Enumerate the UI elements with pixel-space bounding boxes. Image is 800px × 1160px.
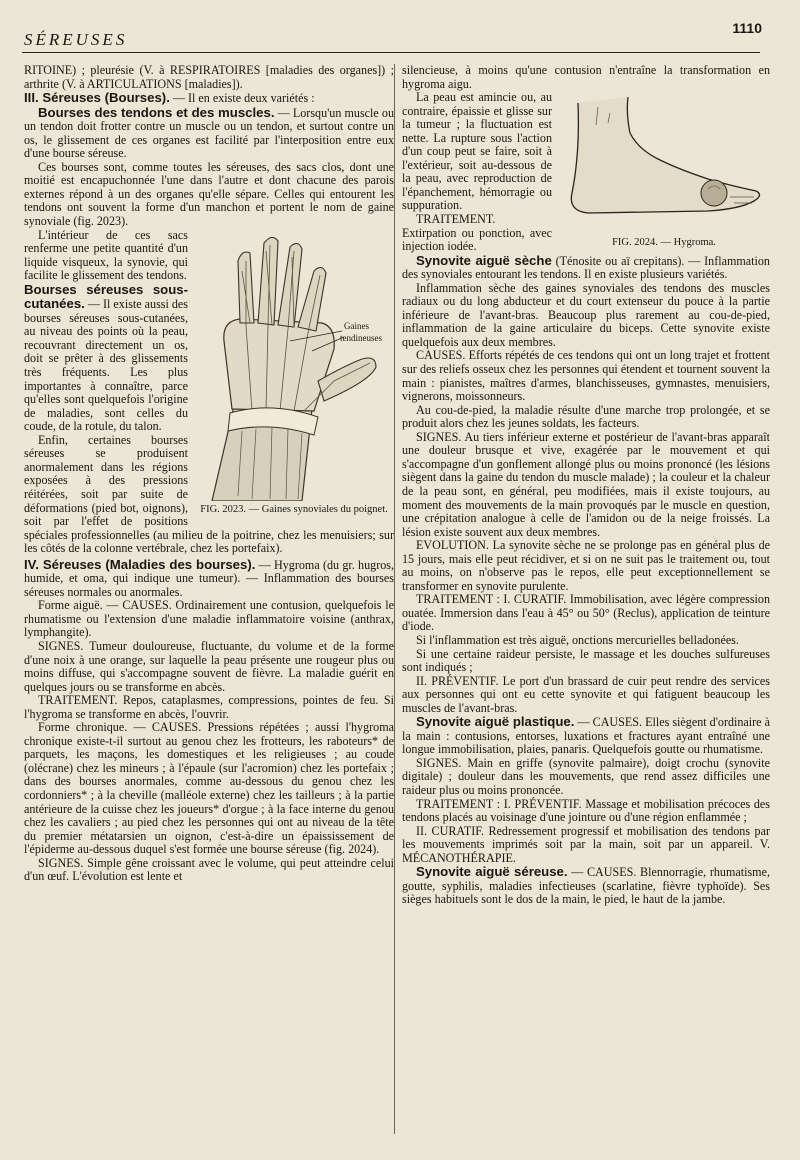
section-iv-title: IV. Séreuses (Maladies des bourses). bbox=[24, 556, 256, 572]
curatif-paragraph: II. CURATIF. Redressement progressif et mobilisation des tendons par les mouvements imprimés soit par la main, soit par un appareil. V. MÉCANOTHÉRAPIE. bbox=[402, 823, 770, 865]
inflammation-paragraph: Inflammation sèche des gaines synoviales des tendons des muscles radiaux ou du long abducteur et du court extenseur du pouce à la partie inférieure de l'avant-bras. Beaucoup plus rarement au cou-de-pied, inflammation de la gaine articulaire du biceps. Cette synovite existe quelquefois aux deux membres. bbox=[402, 280, 770, 349]
interieur-paragraph: L'intérieur de ces sacs renferme une petite quantité d'un liquide visqueux, la synovie, qui facilite le glissement des tendons. bbox=[24, 227, 188, 283]
forme-aigue-paragraph: Forme aiguë. — CAUSES. Ordinairement une contusion, quelquefois le rhumatisme ou l'extension d'une maladie inflammatoire voisine (anthrax, lymphangite). bbox=[24, 598, 394, 640]
synovite-seche-rest: (Ténosite ou aï crepitans). — Inflammation des synoviales entourant les tendons. Il en existe plusieurs variétés. bbox=[402, 253, 770, 282]
onctions-paragraph: Si l'inflammation est très aiguë, onctions mercurielles belladonées. bbox=[416, 632, 739, 647]
synovite-plastique-rest: — CAUSES. Elles siègent d'ordinaire à la main : contusions, entorses, luxations et fractures ayant entraîné une longue immobilisation, plaies, panaris. Quelquefois goutte ou rhumatisme. bbox=[402, 715, 770, 757]
synovite-seche-title: Synovite aiguë sèche bbox=[416, 252, 552, 268]
synovite-plastique-paragraph bbox=[402, 715, 770, 757]
silencieuse-paragraph: silencieuse, à moins qu'une contusion n'entraîne la transformation en hygroma aigu. bbox=[402, 63, 770, 91]
traitement-extirpation-paragraph: TRAITEMENT. Extirpation ou ponction, avec injection iodée. bbox=[402, 212, 552, 254]
figure-2024 bbox=[558, 93, 770, 249]
traitement-paragraph: TRAITEMENT. Repos, cataplasmes, compressions, pointes de feu. Si l'hygroma se transforme en abcès, l'ouvrir. bbox=[24, 693, 394, 721]
tendons-title: Bourses des tendons et des muscles. bbox=[38, 104, 275, 120]
synovite-plastique-title: Synovite aiguë plastique. bbox=[416, 714, 575, 730]
section-iii-title: III. Séreuses (Bourses). bbox=[24, 90, 170, 106]
section-iii-rest: — Il en existe deux variétés : bbox=[169, 91, 315, 106]
figure-2023-label-line2: tendineuses bbox=[340, 332, 382, 343]
synovite-sereuse-rest: — CAUSES. Blennorragie, rhumatisme, goutte, syphilis, maladies infectieuses (scarlatine, fièvre typhoïde). Ses sièges habituels sont le dos de la main, le pied, le haut de la jambe. bbox=[402, 865, 770, 907]
intro-paragraph: RITOINE) ; pleurésie (V. à RESPIRATOIRES [maladies des organes]) ; arthrite (V. à ARTICULATIONS [maladies]). bbox=[24, 63, 394, 91]
traitement-preventif-paragraph: TRAITEMENT : I. PRÉVENTIF. Massage et mobilisation précoces des tendons placés au voisinage d'une jointure ou d'une région enflammée ; bbox=[402, 796, 770, 825]
running-header: SÉREUSES bbox=[24, 30, 128, 49]
section-iii-heading bbox=[24, 91, 394, 106]
raideur-paragraph: Si une certaine raideur persiste, le massage et les douches sulfureuses sont indiqués ; bbox=[402, 646, 770, 675]
figure-2023-caption: FIG. 2023. — Gaines synoviales du poignet. bbox=[200, 504, 388, 516]
section-iv-rest: — Hygroma (du gr. hugros, humide, et oma, qui indique une tumeur). — Inflammation des bourses séreuses normales ou anormales. bbox=[24, 557, 394, 599]
synovite-seche-paragraph bbox=[402, 254, 770, 282]
enfin-paragraph: Enfin, certaines bourses séreuses se produisent anormalement dans les régions exposées à des pressions réitérées, soit par suite de déformations (pied bot, oignons), soit par l'effet de positions spéciales professionnelles (au milieu de la poitrine, chez les menuisiers; sur les côtés de la colonne vertébrale, chez les portefaix). bbox=[24, 432, 394, 556]
foot-hygroma-illustration bbox=[558, 93, 770, 233]
traitement-curatif-paragraph: TRAITEMENT : I. CURATIF. Immobilisation, avec légère compression ouatée. Immersion dans l'eau à 45° ou 50° (Reclus), application de teinture d'iode. bbox=[402, 592, 770, 634]
tendons-text: — Lorsqu'un muscle ou un tendon doit frotter contre un muscle ou un tendon, et surtout contre un os, le glissement de ces organes est facilité par l'interposition entre eux d'une bourse séreuse. bbox=[24, 105, 394, 161]
peau-paragraph: La peau est amincie ou, au contraire, épaissie et glisse sur la tumeur ; la fluctuation est nette. La rupture sous l'action d'un coup peut se faire, soit à l'extérieur, soit au-dessous de la peau, avec reproduction de l'épanchement, hémorragie ou suppuration. bbox=[402, 90, 552, 213]
signes-seche-paragraph: SIGNES. Au tiers inférieur externe et postérieur de l'avant-bras apparaît une douleur brusque et vive, exagérée par le mouvement et qui s'accompagne d'un gonflement allongé plus ou moins prononcé (les lésions siègent dans la gaine du tendon du muscle malade) ; la couleur et la chaleur de la peau sont, en général, peu modifiées, mais il existe toujours, au moment des mouvements de la main provoqués par le muscle en question, une crépitation analogue à celle de l'amidon ou de la neige froissés. La lésion existe souvent aux deux membres. bbox=[402, 429, 770, 539]
evolution-paragraph: EVOLUTION. La synovite sèche ne se prolonge pas en général plus de 15 jours, mais elle peut récidiver, et si on ne suit pas le traitement ou, tout au moins, on n'observe pas le repos, elle peut exceptionnellement se transformer en synovite purulente. bbox=[402, 538, 770, 593]
figure-2023 bbox=[194, 231, 394, 517]
synovite-sereuse-paragraph bbox=[402, 865, 770, 907]
preventif-paragraph: II. PRÉVENTIF. Le port d'un brassard de cuir peut rendre des services aux personnes qui ont eu cette synovite et qui fatiguent beaucoup les muscles de l'avant-bras. bbox=[402, 673, 770, 715]
synovite-sereuse-title: Synovite aiguë séreuse. bbox=[416, 864, 568, 880]
causes-paragraph: CAUSES. Efforts répétés de ces tendons qui ont un long trajet et frottent sur des reliefs osseux chez les personnes qui étendent et tournent souvent la main : pianistes, maîtres d'armes, blanchisseuses, gymnastes, menuisiers, vignerons, moissonneurs. bbox=[402, 348, 770, 404]
section-iv-heading bbox=[24, 558, 394, 600]
figure-2024-caption: FIG. 2024. — Hygroma. bbox=[612, 236, 716, 248]
page-number: 1110 bbox=[732, 20, 762, 36]
column-divider bbox=[394, 64, 395, 1134]
left-column bbox=[24, 64, 394, 884]
signes-paragraph: SIGNES. Tumeur douloureuse, fluctuante, du volume et de la forme d'une noix à une orange, sur laquelle la peau présente une rougeur plus ou moins diffuse, qui s'accompagne souvent de fièvre. La maladie guérit en quelques jours ou se transforme en abcès. bbox=[24, 638, 394, 694]
figure-2023-label-line1: Gaines bbox=[344, 320, 369, 331]
header-rule bbox=[22, 52, 760, 53]
signes-chronique-paragraph: SIGNES. Simple gêne croissant avec le volume, qui peut atteindre celui d'un œuf. L'évolution est lente et bbox=[24, 855, 394, 884]
tendons-paragraph bbox=[24, 106, 394, 161]
forme-chronique-paragraph: Forme chronique. — CAUSES. Pressions répétées ; aussi l'hygroma chronique existe-t-il surtout au genou chez les frotteurs, les raboteurs* de parquets, les maçons, les domestiques et les religieuses ; au coude (olécrane) chez les mineurs ; à l'épaule (sur l'acromion) chez les portefaix ; dans des bourses anormales, comme au-dessous du genou chez les cordonniers* ; à la cheville (malléole externe) chez les tailleurs ; à la partie antérieure de la cuisse chez les joueurs* d'orgue ; à la face interne du genou chez les cavaliers ; au pied chez les personnes qui ont au niveau de la tête du premier métatarsien un oignon, c'est-à-dire un épaississement de l'épiderme au-dessous duquel s'est formée une bourse séreuse (fig. 2024). bbox=[24, 720, 394, 857]
sous-cutanees-text: — Il existe aussi des bourses séreuses sous-cutanées, au niveau des points où la peau, recouvrant directement un os, doit se prêter à des glissements très fréquents. Les plus importantes à connaître, parce qu'elles sont quelquefois l'origine de maladies, sont celles du coude, de la rotule, du talon. bbox=[24, 297, 188, 434]
hand-tendons-illustration bbox=[194, 231, 394, 501]
ces-bourses-paragraph: Ces bourses sont, comme toutes les séreuses, des sacs clos, dont une moitié est encapuchonnée l'une dans l'autre et dont chacune des parois externes répond à un des organes qu'elle sépare. Celles qui entourent les tendons ont souvent la forme d'un manchon et portent le nom de gaine synoviale (fig. 2023). bbox=[24, 159, 394, 229]
right-column bbox=[402, 64, 770, 907]
cou-de-pied-paragraph: Au cou-de-pied, la maladie résulte d'une marche trop prolongée, et se produit alors chez les jeunes soldats, les facteurs. bbox=[402, 402, 770, 431]
sous-cutanees-title: Bourses séreuses sous-cutanées. bbox=[24, 281, 188, 312]
signes-plastique-paragraph: SIGNES. Main en griffe (synovite palmaire), doigt crochu (synovite digitale) ; douleur dans les mouvements, que rend assez difficiles une raideur plus ou moins prononcée. bbox=[402, 755, 770, 797]
